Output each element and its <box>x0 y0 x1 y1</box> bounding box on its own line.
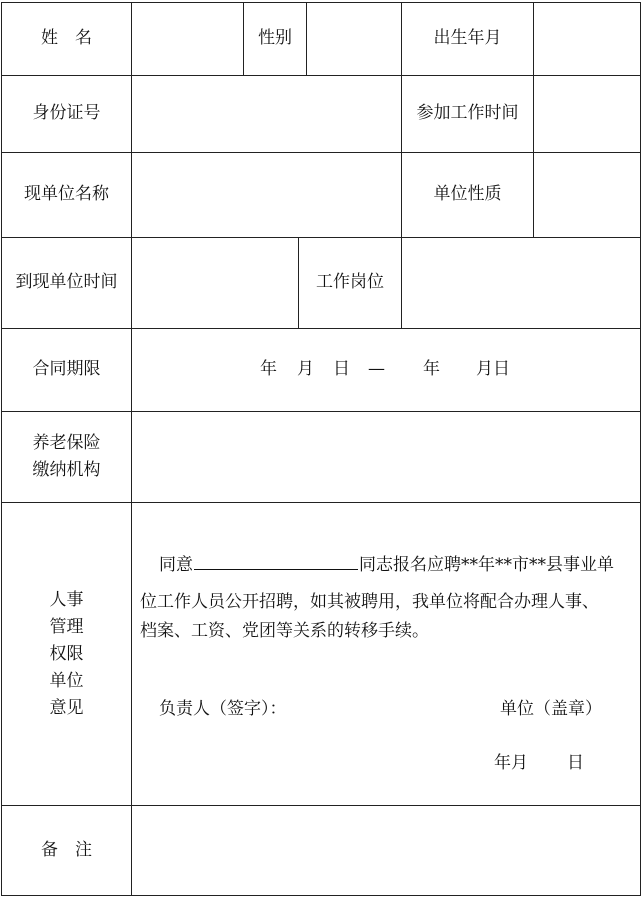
opinion-line-2: 位工作人员公开招聘，如其被聘用，我单位将配合办理人事、 <box>140 592 599 612</box>
date-range-dash: — <box>368 359 385 380</box>
seal-label: 单位（盖章） <box>500 699 602 719</box>
post-label: 工作岗位 <box>316 272 384 293</box>
pension-label-line: 缴纳机构 <box>32 460 101 480</box>
gender-label: 性别 <box>258 28 292 49</box>
hr-label-line: 意见 <box>49 697 84 718</box>
id-number-label: 身份证号 <box>32 103 101 124</box>
table-border-right <box>640 2 641 896</box>
contract-term-field[interactable] <box>132 329 640 411</box>
work-start-field[interactable] <box>534 76 640 152</box>
id-number-field[interactable] <box>132 76 401 152</box>
contract-start-day: 日 <box>333 359 350 380</box>
pension-agency-field[interactable] <box>132 412 640 502</box>
hr-opinion-field[interactable] <box>132 503 640 805</box>
hr-label-line: 权限 <box>49 643 84 664</box>
agree-suffix: 同志报名应聘**年**市**县事业单 <box>359 555 614 575</box>
pension-agency-label <box>2 412 131 502</box>
current-unit-label: 现单位名称 <box>24 184 109 205</box>
opinion-line-3: 档案、工资、党团等关系的转移手续。 <box>140 621 429 641</box>
opinion-date-day: 日 <box>567 753 584 773</box>
contract-end-month-day: 月日 <box>476 359 510 380</box>
birth-date-field[interactable] <box>534 3 640 75</box>
unit-nature-label: 单位性质 <box>433 184 502 205</box>
contract-start-year: 年 <box>260 359 277 380</box>
opinion-date-year-month: 年月 <box>494 753 528 773</box>
candidate-name-blank[interactable] <box>194 555 358 570</box>
name-field[interactable] <box>132 3 243 75</box>
unit-nature-field[interactable] <box>534 153 640 237</box>
opinion-line-1 <box>159 550 614 575</box>
agree-prefix: 同意 <box>159 555 193 575</box>
pension-label-line: 养老保险 <box>32 432 101 453</box>
current-unit-field[interactable] <box>132 153 401 237</box>
hr-opinion-label <box>2 503 131 805</box>
name-label: 姓 名 <box>41 28 92 49</box>
arrival-time-label: 到现单位时间 <box>15 272 118 293</box>
contract-start-month: 月 <box>297 359 314 380</box>
arrival-time-field[interactable] <box>132 238 298 328</box>
contract-end-year: 年 <box>423 359 440 380</box>
table-border-bottom <box>1 895 641 896</box>
hr-label-line: 人事 <box>49 589 84 610</box>
birth-date-label: 出生年月 <box>433 28 502 49</box>
contract-term-label: 合同期限 <box>32 359 101 380</box>
work-start-label: 参加工作时间 <box>416 103 519 124</box>
hr-label-line: 管理 <box>49 616 84 637</box>
remarks-field[interactable] <box>132 806 640 895</box>
signer-label: 负责人（签字）： <box>159 699 287 719</box>
gender-field[interactable] <box>307 3 401 75</box>
hr-label-line: 单位 <box>49 670 84 691</box>
remarks-label: 备 注 <box>41 839 92 860</box>
post-field[interactable] <box>402 238 640 328</box>
